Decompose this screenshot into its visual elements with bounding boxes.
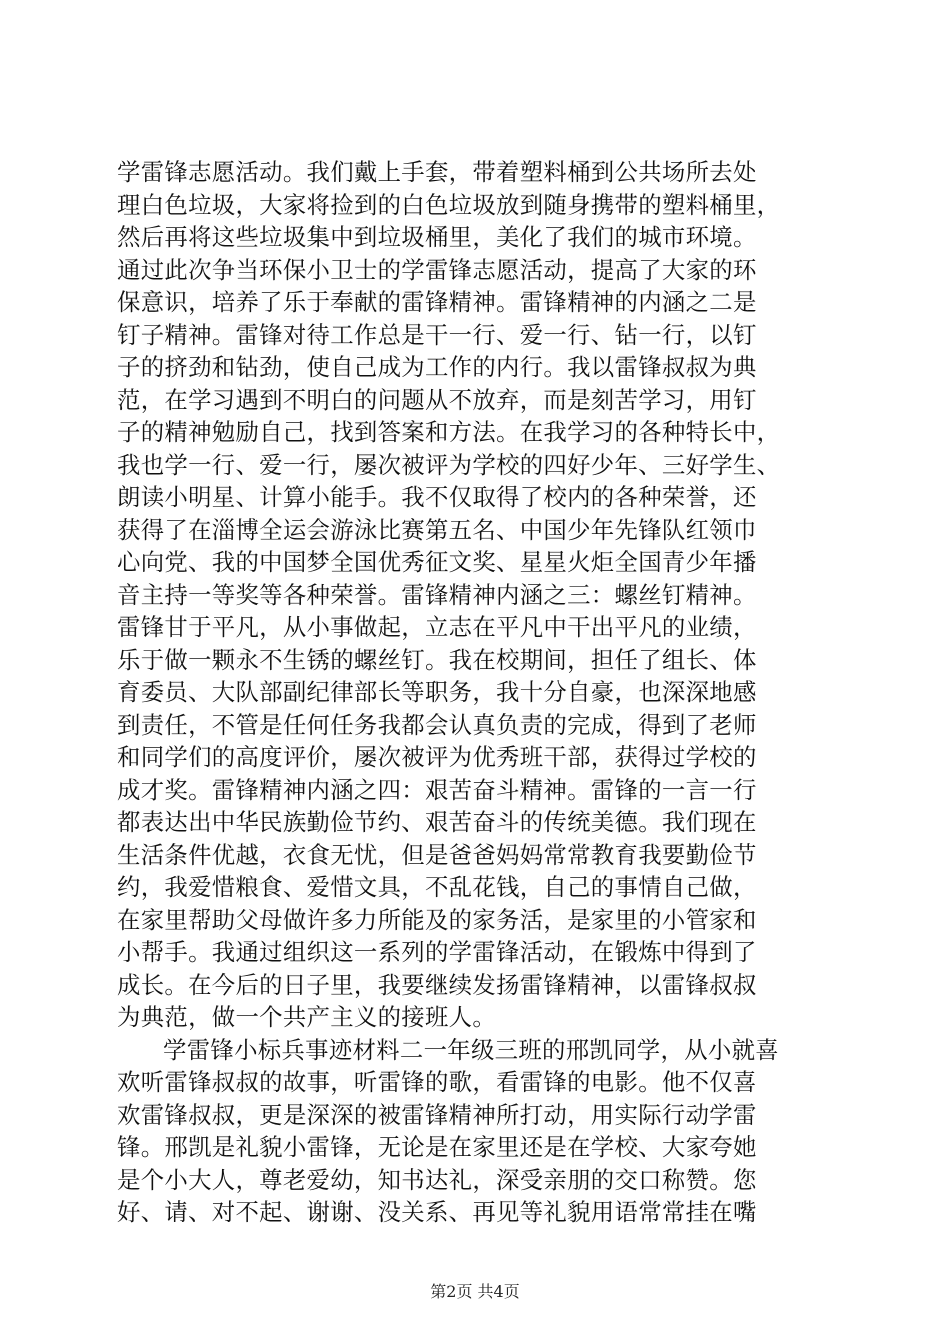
text-line: 成长。在今后的日子里，我要继续发扬雷锋精神，以雷锋叔叔 [117,970,757,999]
text-line: 子的精神勉励自己，找到答案和方法。在我学习的各种特长中， [117,418,781,446]
text-line: 钉子精神。雷锋对待工作总是干一行、爱一行、钻一行，以钉 [117,320,757,349]
text-line: 是个小大人，尊老爱幼，知书达礼，深受亲朋的交口称赞。您 [117,1165,757,1194]
text-line: 子的挤劲和钻劲，使自己成为工作的内行。我以雷锋叔叔为典 [117,353,757,381]
text-line: 和同学们的高度评价，屡次被评为优秀班干部，获得过学校的 [117,743,757,771]
body-text [117,156,839,1229]
text-line: 学雷锋志愿活动。我们戴上手套，带着塑料桶到公共场所去处 [117,158,757,186]
text-line: 欢听雷锋叔叔的故事，听雷锋的歌，看雷锋的电影。他不仅喜 [117,1068,757,1096]
text-line: 保意识，培养了乐于奉献的雷锋精神。雷锋精神的内涵之二是 [117,288,757,316]
text-line: 都表达出中华民族勤俭节约、艰苦奋斗的传统美德。我们现在 [117,808,757,836]
text-line: 心向党、我的中国梦全国优秀征文奖、星星火炬全国青少年播 [117,548,757,576]
text-line: 锋。邢凯是礼貌小雷锋，无论是在家里还是在学校、大家夸她 [117,1133,757,1161]
text-line: 小帮手。我通过组织这一系列的学雷锋活动，在锻炼中得到了 [117,938,757,966]
paragraph-start-line: 学雷锋小标兵事迹材料二一年级三班的邢凯同学，从小就喜 [163,1035,779,1064]
text-line: 朗读小明星、计算小能手。我不仅取得了校内的各种荣誉，还 [117,483,757,511]
text-line: 约，我爱惜粮食、爱惜文具，不乱花钱，自己的事情自己做， [117,873,757,901]
text-line: 通过此次争当环保小卫士的学雷锋志愿活动，提高了大家的环 [117,255,757,284]
text-line: 范，在学习遇到不明白的问题从不放弃，而是刻苦学习，用钉 [117,385,757,414]
text-line: 为典范，做一个共产主义的接班人。 [117,1003,497,1031]
text-line: 我也学一行、爱一行，屡次被评为学校的四好少年、三好学生、 [117,450,781,479]
page-footer [0,1280,950,1304]
page-number-label: 第2页 共4页 [430,1282,520,1301]
text-line: 获得了在淄博全运会游泳比赛第五名、中国少年先锋队红领巾 [117,515,757,544]
text-line: 音主持一等奖等各种荣誉。雷锋精神内涵之三：螺丝钉精神。 [117,580,757,609]
text-line: 育委员、大队部副纪律部长等职务，我十分自豪，也深深地感 [117,678,757,706]
text-line: 成才奖。雷锋精神内涵之四：艰苦奋斗精神。雷锋的一言一行 [117,775,757,804]
text-line: 到责任，不管是任何任务我都会认真负责的完成，得到了老师 [117,710,757,739]
text-line: 雷锋甘于平凡，从小事做起，立志在平凡中干出平凡的业绩， [117,613,757,641]
text-line: 理白色垃圾，大家将捡到的白色垃圾放到随身携带的塑料桶里， [117,190,781,219]
text-line: 然后再将这些垃圾集中到垃圾桶里，美化了我们的城市环境。 [117,223,757,251]
text-line: 好、请、对不起、谢谢、没关系、再见等礼貌用语常常挂在嘴 [117,1198,757,1226]
text-line: 乐于做一颗永不生锈的螺丝钉。我在校期间，担任了组长、体 [117,645,757,674]
text-line: 生活条件优越，衣食无忧，但是爸爸妈妈常常教育我要勤俭节 [117,840,757,869]
text-line: 在家里帮助父母做许多力所能及的家务活，是家里的小管家和 [117,905,757,934]
text-line: 欢雷锋叔叔，更是深深的被雷锋精神所打动，用实际行动学雷 [117,1100,757,1129]
